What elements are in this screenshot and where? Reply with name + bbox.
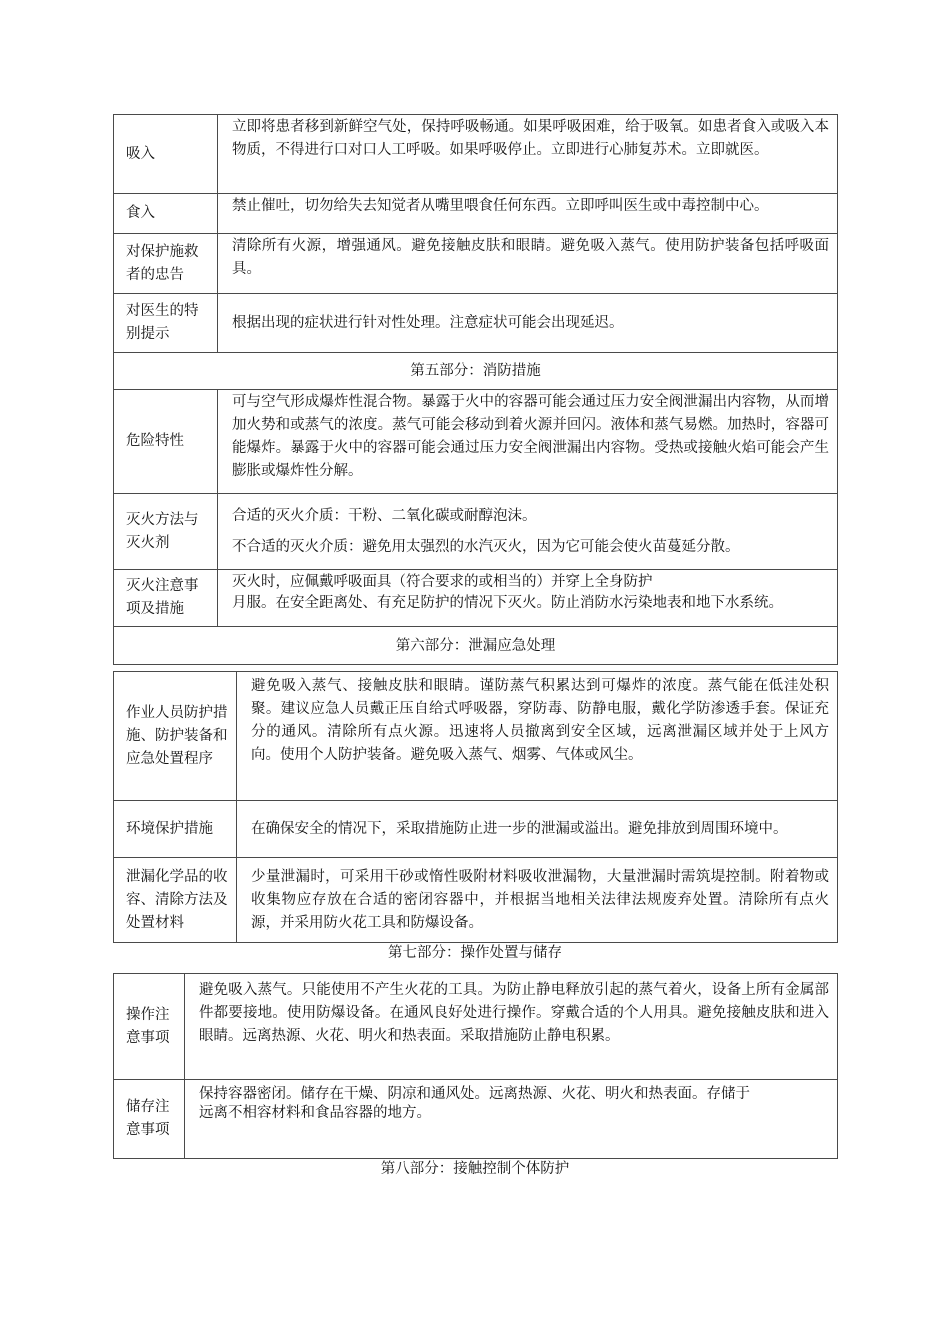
table-row [114,390,838,494]
table-row [114,858,838,943]
row-label: 食入 [114,194,218,234]
row-label: 环境保护措施 [114,801,237,858]
row-content: 清除所有火源，增强通风。避免接触皮肤和眼睛。避免吸入蒸气。使用防护装备包括呼吸面具。 [218,234,838,294]
first-aid-fire-table [113,114,838,665]
table-row [114,115,838,194]
table-row [114,974,838,1080]
section-title-fire: 第五部分：消防措施 [114,353,838,390]
row-label: 对医生的特别提示 [114,294,218,353]
table-row [114,294,838,353]
section-title-leak: 第六部分：泄漏应急处理 [114,627,838,665]
table-row [114,570,838,627]
suitable-media: 合适的灭火介质：干粉、二氧化碳或耐醇泡沫。 [232,507,537,524]
leak-table [113,671,838,943]
row-label: 泄漏化学品的收容、清除方法及处置材料 [114,858,237,943]
handling-table [113,973,838,1159]
section-title-row [114,353,838,390]
row-label: 操作注意事项 [114,974,185,1080]
table-row [114,801,838,858]
row-content: 避免吸入蒸气、接触皮肤和眼睛。谨防蒸气积累达到可爆炸的浓度。蒸气能在低洼处积聚。建议应急人员戴正压自给式呼吸器，穿防毒、防静电服，戴化学防渗透手套。保证充分的通风。清除所有点火源。迅速将人员撤离到安全区域，远离泄漏区域并处于上风方向。使用个人防护装备。避免吸入蒸气、烟雾、气体或风尘。 [237,672,838,801]
table-row [114,672,838,801]
row-label: 作业人员防护措施、防护装备和应急处置程序 [114,672,237,801]
table-row [114,194,838,234]
section-title-exposure: 第八部分：接触控制个体防护 [380,1161,570,1177]
row-content: 少量泄漏时，可采用干砂或惰性吸附材料吸收泄漏物，大量泄漏时需筑堤控制。附着物或收集物应存放在合适的密闭容器中，并根据当地相关法律法规废弃处置。清除所有点火源，并采用防火花工具和防爆设备。 [237,858,838,943]
row-content: 立即将患者移到新鲜空气处，保持呼吸畅通。如果呼吸困难，给于吸氧。如患者食入或吸入本物质，不得进行口对口人工呼吸。如果呼吸停止。立即进行心肺复苏术。立即就医。 [218,115,838,194]
section-title-handling: 第七部分：操作处置与储存 [388,945,562,961]
row-content: 可与空气形成爆炸性混合物。暴露于火中的容器可能会通过压力安全阀泄漏出内容物，从而增加火势和或蒸气的浓度。蒸气可能会移动到着火源并回闪。液体和蒸气易燃。加热时，容器可能爆炸。暴露于火中的容器可能会通过压力安全阀泄漏出内容物。受热或接触火焰可能会产生膨胀或爆炸性分解。 [218,390,838,494]
table-row [114,234,838,294]
row-content [218,494,838,570]
row-label: 储存注意事项 [114,1080,185,1159]
row-content: 在确保安全的情况下，采取措施防止进一步的泄漏或溢出。避免排放到周围环境中。 [237,801,838,858]
table-row [114,1080,838,1159]
unsuitable-media: 不合适的灭火介质：避免用太强烈的水汽灭火，因为它可能会使火苗蔓延分散。 [232,538,740,555]
row-content: 禁止催吐，切勿给失去知觉者从嘴里喂食任何东西。立即呼叫医生或中毒控制中心。 [232,197,769,214]
storage-line: 保持容器密闭。储存在干燥、阴凉和通风处。远离热源、火花、明火和热表面。存储于 [199,1086,750,1102]
row-label: 灭火注意事项及措施 [114,570,218,627]
row-label: 灭火方法与灭火剂 [114,494,218,570]
row-content [232,571,829,625]
row-label: 对保护施救者的忠告 [114,234,218,294]
row-content: 避免吸入蒸气。只能使用不产生火花的工具。为防止静电释放引起的蒸气着火，设备上所有金属部件都要接地。使用防爆设备。在通风良好处进行操作。穿戴合适的个人用具。避免接触皮肤和进入眼睛。远离热源、火花、明火和热表面。采取措施防止静电积累。 [185,974,838,1080]
row-content: 根据出现的症状进行针对性处理。注意症状可能会出现延迟。 [218,294,838,353]
storage-line: 远离不相容材料和食品容器的地方。 [199,1105,431,1121]
table-row [114,494,838,570]
row-label: 吸入 [114,115,218,194]
notes-line: 月服。在安全距离处、有充足防护的情况下灭火。防止消防水污染地表和地下水系统。 [232,595,783,611]
section-title-row [114,627,838,665]
notes-line: 灭火时，应佩戴呼吸面具（符合要求的或相当的）并穿上全身防护 [232,574,653,590]
row-label: 危险特性 [114,390,218,494]
